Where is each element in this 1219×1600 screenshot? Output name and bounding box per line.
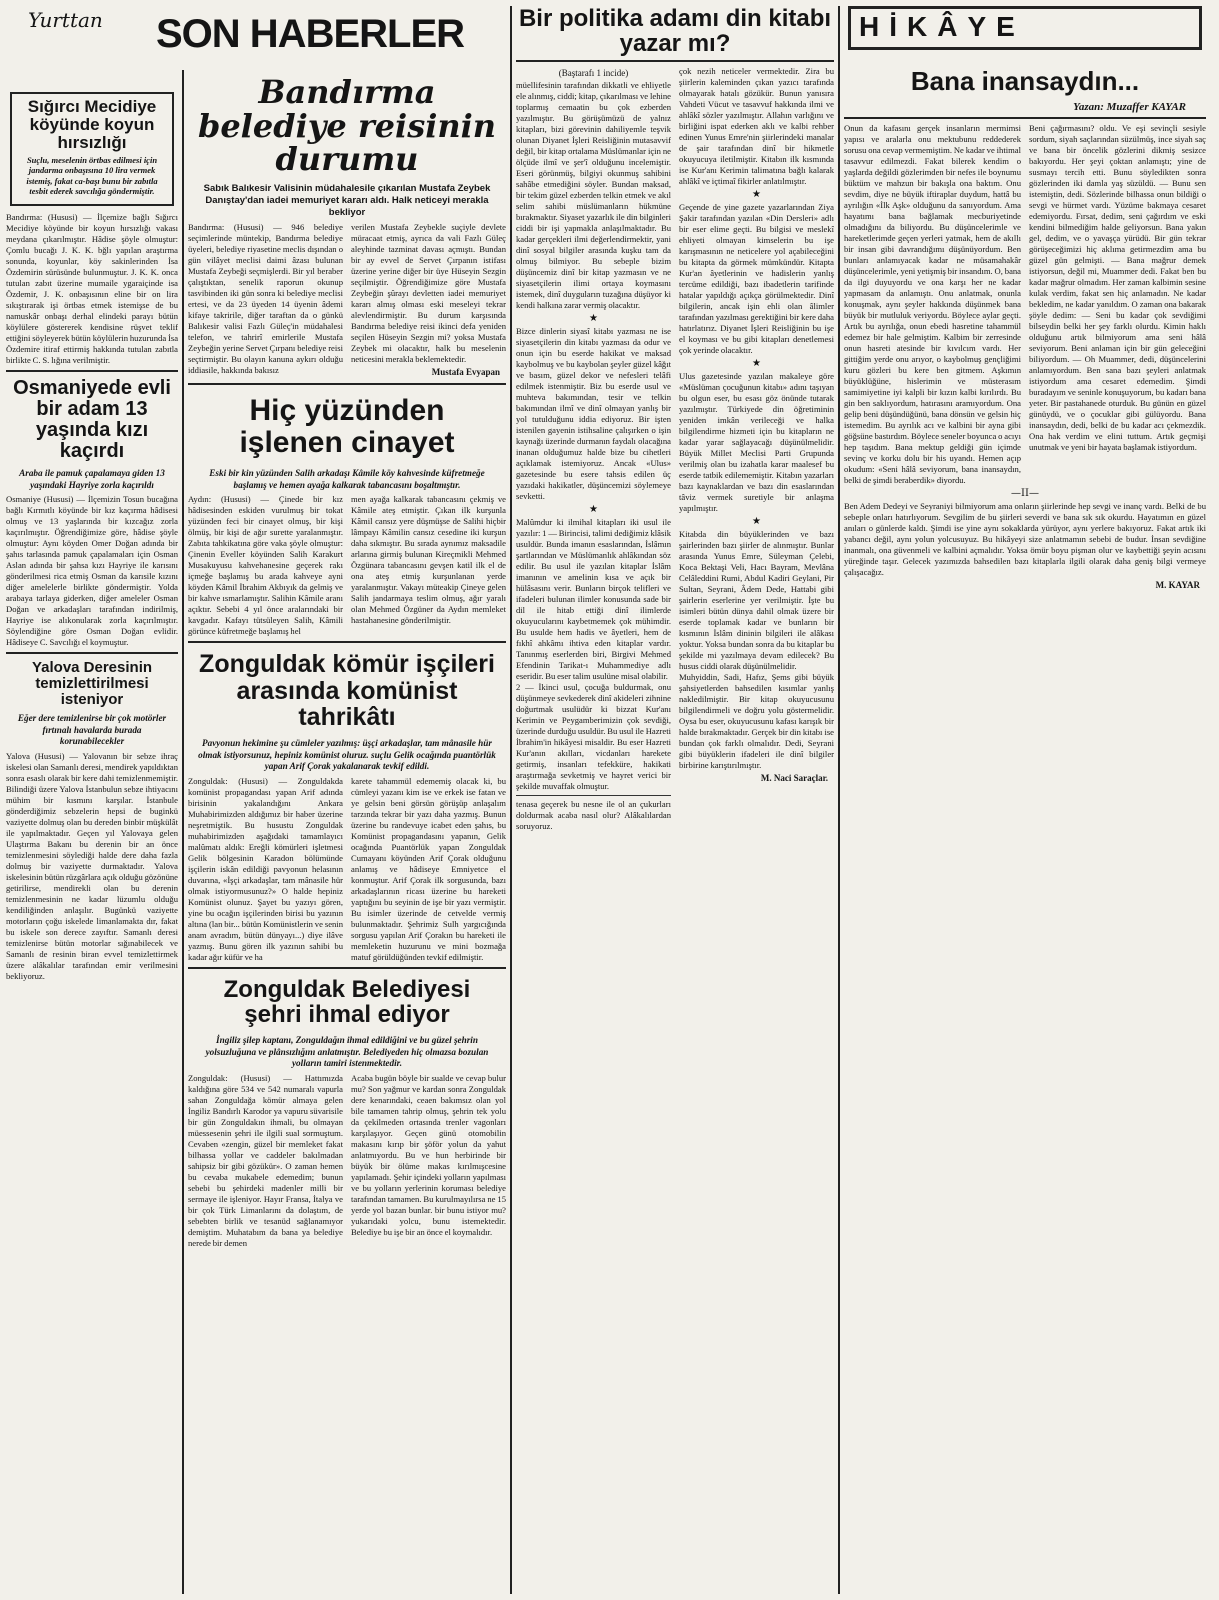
story-body: karete tahammül edememiş olacak ki, bu cümleyi yazanı kim ise ve erkek ise fatan ve ye gelsin beni görsün görüşüp anlaşalım tarzında tekrar bir yazı daha yazmış. Bunun üzerine bu randevuye icabet eden şahıs, bu Komünist propagandasını yapanın, Gelik ocağında Puantörlük yapan Zonguldak Cumayanı köyünden Arif Çorak olduğunu anlamış ve hâdiseye Emniyetce el konmuştur. Arif Çorak ilk sorgusunda, bazı arkadaşlarının ricası üzerine bu hareketi yaptığını bu seyinin de işe bir yazı vermiştir. Bu isimler üzerinde de cetvelde vermiş bulunmaktadır. Şehrimiz Sulh yargıcığında sorgusu yapılan Arif Çorakın bu hareketi ile memleketin huzurunu ve mini bozmağa matuf görüldüğünden tevkif edilmiştir. [351,775,506,962]
story-headline: Sığırcı Mecidiye köyünde koyun hırsızlığı [27,97,157,152]
story-columns [516,66,834,832]
story-body: Zonguldak: (Hususi) — Hattımızda kaldığına göre 534 ve 542 numaralı vapurla sahan Zonguldağa kömür almaya gelen İngiliz Bandırlı Karodor ya vapuru süvarisile bir gün Zonguldakın ihmali, bu olmayan müessesenin şehri ile ilgili sual sormuştum. Cevaben «zengin, güzel bir memleket fakat bilhassa yollar ve caddeler bakılmadan sahipsiz bir gibi gözükür». O zaman hemen bu cevaba mukabele edemedim; bunun sebebi bu şehirdeki madenler milli bir sermaye ile işleniyor. Hayır Fransa, İtalya ve bir çok Türk Limanlarını da dolaştım, de sebebten birlik ve tesanüd sağlanamıyor demiştim. Muhatabım da bana ya belediye nerede bir demen [188,1072,343,1248]
column-3 [516,0,834,1600]
star-divider: ★ [752,358,761,370]
story-headline: Bandırma belediye reisinin durumu [197,73,497,179]
author-line: Yazan: Muzaffer KAYAR [1073,101,1186,114]
story-subhead: Araba ile pamuk çapalamaya giden 13 yaşındaki Hayriye zorla kaçırıldı [19,468,165,490]
masthead [6,0,465,62]
divider [188,967,506,969]
masthead-section: SON HABERLER [156,12,465,56]
story-body: tenasa geçerek bu nesne ile ol an çukurları doldurmak acaba nasıl olur? Alâkalılardan soruyoruz. [516,799,671,832]
story-subhead: Eski bir kin yüzünden Salih arkadaşı Kâmile köy kahvesinde küfretmeğe başlamış ve hemen ayağa kalkarak tabancasını boşaltmıştır. [209,468,485,490]
star-divider: ★ [589,504,598,516]
column-rule [838,6,840,1594]
story-body: müellifesinin tarafından dikkatli ve ehliyetle ele alınmış, ciddi; kitap, çıkarılması ve lehine toplarmış cemaatin bu çok ezberden yazılmıştır. Bu görüşümüzü de yalnız kitapları, bizi görevinin dahiliyemle teşvik olunan Diyanet İşleri Reisliğinin mutasavvif değil, bir kitap ortalama Müslümanlar için ne ölçüde ilmî ve şer'î olduğunu incelemiştir. Eseri görünmüş, bilgiyi okunmuş sahibini sahâbe etmediğini söyler. Bundan maksad, bir tekim güzel ezberden telkin etmek ve akıl selim sahibi müslümanların hükmüne bırakmaktır. Siyaset yazarlık ile din bilginleri ciddi bir işi yapmakla anlaşılmaktadır. Bu kadar gerçekleri ilmi değerlendirmektir, yani dinî sosyal bilgiler arasında kuşku tam da olmuş bilmiyor. Bu sebeple bizim düşüncemiz dinî bir kitap yazmasın ve ne siyasetçilerin ilimi ortaya koymasını istemek, dinî duyguların tuzağına düşüyor ki kendi halkına zarar vermiş olacaktır. [516,80,671,311]
divider [6,370,178,372]
story-body: Bizce dinlerin siyasî kitabı yazması ne ise siyasetçilerin din kitabı yazması da odur ve onun için bu eserde hakikat ve maksad kaybolmuş ve bu kaybolan şeyler güzel kâğıt ve basım, güzel dekor ve nefesleri telâfi edilmek istenmiştir. Biz bu eserde usul ve muhteva bakımından, tesir ve telkin bakımından ilmî ve dinî olmayan yanlış bir yol tutulduğunu iddia ediyoruz. Bir işten istenilen gayenin istihsaline çalışırken o işin kaynağı üzerinde durmanın faydalı olacağına inanan olduğumuz halde bize bu cihetleri açıklamak istemiyoruz. Ancak «Ulus» gazetesinde bu esere tahsis edilen üç yazıdaki hakikatler, düşüncemizi söylemeye sevketti. [516,326,671,502]
story-headline: Zonguldak Belediyesi şehri ihmal ediyor [223,975,471,1028]
divider [188,383,506,385]
story-columns [188,776,506,963]
story-body: Malûmdur ki ilmihal kitapları iki usul ile yazılır: 1 — Birincisi, talimi dediğimiz klâsik usuldür. Bunda imanın esaslarından, İslâmın şartlarından ve Müslümanlık ahlâkından söz edilir. Bu usul ile yazılan kitaplar İslâm imanının ve amelinin kısa ve açık bir hülâsasını verir. Bunların birçok telifleri ve ifadeleri bulunan ilimler konusunda sade bir dil ile hitab ettiği dinî ilimlerde okuyucularını kaybetmemek çok mühimdir. Bu usulde hem hadis ve âyetleri, hem de fıkhî ahkâmı ihtiva eden kitaplar vardır. Tanınmış eserlerden biri, Birgivi Mehmed Efendinin Tarikat-ı Muhammediye adlı eseridir. Bu eser talim usulüne misal olabilir. [516,517,672,682]
story-body: men ayağa kalkarak tabancasını çekmiş ve Kâmile ateş etmiştir. Çıkan ilk kurşunla Kâmil cansız yere düşmüşse de Salihi hiçbir lâmpayı Kâmilin cansız cesedine iki kurşun daha sıkmıştır. Bu sırada aynımız maksadile arlarına girmiş bulunan Kireçmikli Mehmed Özgünara tabancasını gevşen katil ilk el de ona ateş etmiş kurşunlanan yerde yaralanmıştır. Vakayı müteakip Çineye gelen Salih jandarmaya teslim olmuş, ağır yaralı olan Mehmed Özgüner da Aydın memleket hastahanesine gönderilmiştir. [351,494,506,626]
story-headline: Osmaniyede evli bir adam 13 yaşında kızı kaçırdı [13,377,171,463]
divider [844,117,1206,119]
section-mark: —II— [1011,488,1039,500]
story-body: Beni çağırmasını? oldu. Ve eşi sevinçli sesiyle sordum, siyah saçlarından süzülmüş, ince siyah saç ve bana bir öncelik gözlerini dikmiş sesizce bakıyordu. Her şeyi çoktan anlamıştı; yine de susmayı tercih etti. Bunu söyledikten sonra gözlerinden iki damla yaş süzüldü. — Bunu sen istemiştin, dedi. Sözlerinde bilhassa onun bildiği o sevgi ve hürmet vardı. Yüzüme bakmaya cesaret edemiyordu. Fırsat, dedim, seni çağırdım ve eski kendini bilmediğim halde geliyorsun. Bana yakın gel, dedim, ve o yavaşça yürüdü. Bir gün tekrar görüşeceğimizi hiç aklıma getirmezdim ama bu güzel gün gelmişti. — Bana mağrur demek istiyorsun, değil mi, Muammer dedi. Fakat ben bu kadar mağrur olmadım. Her zaman kalbimin sesine kulak verdim, fakat sen hiç anlamadın. Ne kadar bekledim, ne kadar yanıldım. O zaman ona bakarak şöyle dedim: — Seni bu kadar çok sevdiğimi bilseydin belki her şey farklı olurdu. Kimin haklı olduğunu artık bilmiyorum ama seni hâlâ seviyorum. Beni anlaman için bir gün geleceğini biliyordum. — Oh Muammer, dedi, düşüncelerini anlamıyordum. Ben sana bazı şeyleri anlatmak istiyordum ama cesaret edemedim. Şimdi buradayım ve seninle konuşuyorum, bu kadarı bana yeter. Bir pastahanede oturduk. Bu günün en güzel günüydü, ve o çocuklar gibi gülüyordu. Bana inansaydın, dedi, belki de bu kadar acı çekmezdik. Ona hak verdim ve elini tuttum. Artık geçmişi unutmak ve yeni bir hayata başlamak istiyordum. [1029,123,1206,453]
story-title: Bana inansaydın... [910,66,1140,96]
story-box [10,92,174,206]
story-body: Ulus gazetesinde yazılan makaleye göre «Müslüman çocuğunun kitabı» adını taşıyan bu olgun eser, bu esası göz önünde tutarak yazılmıştır. Türkiyede din öğretiminin yeniden imkân verileceği ve halka bilgilendirme hizmeti için bu kitapların ne kadar yarar sağlayacağı düşünülmelidir. Büyük Millet Meclisi Parti Grupunda verilmiş olan bu izahatla karar maalesef bu eserde tatbik edilememiştir. Kitabın yazarları bazı kaynaklardan ve bazı din esaslarından tâviz vermek suretiyle bir anlaşma yapılmıştır. [679,371,834,514]
story-body: Muhyiddin, Sadi, Hafız, Şems gibi büyük şahsiyetlerden bahsedilen kısımlar yanlış nakledilmiştir. Bir kitap okuyucusunu bilgilendirmeli ve doğru yolu göstermelidir. Oysa bu eser, okuyucusunu kafası karışık bir halde bırakmaktadır. Gerçek bir din kitabı ise bundan çok farklı olmalıdır. Dedi, Seyrani gibi büyüklerin ifadeleri ile dinî bilgiler birbirine karıştırılmıştır. [679,672,834,771]
story-body: Osmaniye (Hususi) — İlçemizin Tosun bucağına bağlı Kırmıtlı köyünde bir kız kaçırma hâdisesi olmuş ve 13 yaşlarında bir kızcağız zorla kaçırılmıştır. Öğrendiğimize göre, hâdise şöyle olmuştur: Aynı köyden Omer Doğan adında bir şahıs tarlasında pamuk çapalamaları için Osman Aslan adında bir şahsa kızı Hayriye ile karısını gönderilmesi rica etmiş Osman da karısile kızını diğer amelelerle birlikte göndermiştir. Yolda arabaya tarlaya giderken, diğer ameleler Osman Doğan ve arkadaşları tarafından indirilmiş, Hayriye ise alıkonularak zorla kaçırılmıştır. Söylendiğine göre Osman Doğan evlidir. Hâdiseye C. Savcılığı el koymuştur. [6,494,178,648]
byline: M. KAYAR [1155,580,1200,591]
story-headline: Zonguldak kömür işçileri arasında komünist tahrikâtı [199,650,495,731]
story-subhead: Eğer dere temizlenirse bir çok motörler fırtınalı havalarda burada korunabilecekler [17,713,167,747]
section-banner [848,6,1202,50]
continued-note: (Baştarafı 1 incide) [558,68,629,79]
story-body: Onun da kafasını gerçek insanların mermimsi yapısı ve aralarla onu mektubunu reddederek sorusu ona cevap vermemiştim. Ne kadar ve ihtimal tasavvur edilmezdi. Fakat bilerek kendim o yaşlarda değildi gözlerimden bir nefes ile boynumu büktüm ve mahzun bir bakışla ona baktım. Onu sevdim, diye ne büyük iftiraplar duydum, hattâ bu ayrılığın «İlk Aşk» olduğunu da sanıyordum. Ama hayatımı bana bağlamak mecburiyetinde olmadığını da biliyordu. Bu düşüncelerimle ve hareketlerimde geçen yerleri yatmak, hem de akıllı bir insan gibi davrandığımı düşünüyordum. Ben bunları anlamıyacak kadar ne müsamahakâr düşüncelerimle, yeni yetişmiş bir insandım. O, bana da ilgi duyuyordu ve ona karşı her ne kadar yapmasam da anlamıştı. Onu anlatmak, onunla konuşmak, aynı şeyler hakkında düşünmek bana büyük bir mutluluk veriyordu. Böylece aylar geçti. Artık bu ayrılığa, onun ebedi hasretine tahammül edemez bir hale gelmiştim. Kalbim bir zerresinde onun hasreti atesinde bir kıvılcım vardı. Her gittiğim yerde onu arıyor, o kaybolmuş gençliğimi kuru gözleri bu kere ben gitmem. Aşkımın büyüklüğüne, hislerimin ve müsterasım samimiyetine iyi kalpli bir kızın kalbi kırılırdı. Bu gin ben saklıyordum, hatırasını aramıyordum. Ona gelip beni düşündüğünü, bana dönsün ve gelsin hiç istemedim. Bu ayrılık acı ve kalbini bir ayna gibi göğsüne bastırdım. Böylece seneler boyunca o acıyı hep taşıdım. Bana mektup geldiği gün içimde sevinç ve korku dolu bir his uyandı. Hemen açıp okudum: «Seni hâlâ seviyorum, bana inansaydın, belki de şimdi beraberdik» diyordu. [844,123,1021,486]
story-subhead: İngiliz şilep kaptanı, Zonguldağın ihmal edildiğini ve bu güzel şehrin yolsuzluğuna ve plânsızlığını anlatmıştır. Belediyeden hiç olmazsa bozulan yolların tamiri istenmektedir. [205,1035,489,1069]
column-4 [844,0,1206,1600]
story-subhead: Pavyonun hekimine şu cümleler yazılmış: üşçi arkadaşlar, tam mânasile hür olmak istiyorsunuz, hepiniz komünist oluruz. suçlu Gelik ocağında puantörlük yapan Arif Çorak yakalanarak tevkif edildi. [198,738,496,772]
story-columns [188,222,506,379]
star-divider: ★ [752,516,761,528]
story-body: Geçende de yine gazete yazarlarından Ziya Şakir tarafından yazılan «Din Dersleri» adlı bir eser elime geçti. Bu bilgisi ve meslekî ehliyeti olmayan kimselerin bu işe karışmasının ne neticelere yol açabileceğini bu kitapta da görmek mümkündür. Kitapta Kur'an âyetlerinin ve hadislerin yanlış tercüme edildiği, bazı ibadetlerin tarifinde hatalar yapıldığı açıkça görülmektedir. Dinî bilgilerin, ancak işin ehli olan âlimler tarafından yazılması gerektiğini bir kere daha hatırlatırız. Diyanet İşleri Reisliğinin bu işe el koyması ve bu gibi kitapları denetlemesi çok yerinde olacaktır. [679,202,834,356]
story-columns [188,494,506,637]
story-body: Zonguldak: (Hususi) — Zonguldakda komünist propagandası yapan Arif adında birisinin yakalandığını Ankara Muhabirimizden aldığımız bir haber üzerine neşretmiştik. Bu husustu Zonguldak muhabirimizden aşağıdaki tamamlayıcı malûmatı aldık: Ereğli kömürleri işletmesi Gelik bölgesinin Karadon bölümünde işçilerin iskân edildiği pavyonun helasının duvarına, «İşçi arkadaşlar, tam mânasile hür olmak istiyormusunuz?» O halde hepiniz Komünist olunuz. Şayet bu yazıyı gören, yine bu ocağın işçilerinden birisi bu yazının altına (lan bir... bütün Komünistlerin ve senin anam avradım, bütün dünyayı...) diye ilâve yazmış. Bunu gören ilk yazının sahibi bu kadar ağır küfür ve ha [188,775,343,962]
column-rule [510,6,512,1594]
byline: M. Naci Saraçlar. [760,773,828,784]
story-body: çok nezih neticeler vermektedir. Zira bu şiirlerin kaleminden çıkan yazıcı tarafında olmayarak hatalı gözükür. Bunun yanısıra Vahdeti Vücut ve tasavvuf hakkında ilmi ve ahlâkî sözler yazılmıştır. Allahın varlığını ve birliğini ispat ederken aklı ve kalbi rehber edinen Yunus Emre'nin şiirlerindeki manalar de şair tarafından dinî bir hikmetle okuyucuya iletilmiştir. Kitabın ilk kısmında ise Kur'anı Kerimin talimatına bağlı kalarak ahlâkî ve içtimaî fikirler anlatılmıştır. [679,66,834,187]
story-headline: Bir politika adamı din kitabı yazar mı? [518,5,832,58]
masthead-brand: Yurttan [28,8,103,32]
divider [516,795,671,796]
story-headline: Yalova Deresinin temizlettirilmesi isteniyor [31,659,153,708]
story-body: Bandırma: (Hususi) — İlçemize bağlı Sığırcı Mecidiye köyünde bir koyun hırsızlığı vakası meydana çıkarılmıştır. Hâdise şöyle olmuştur: Çomlu bucağı J. K. K. bğlı yapılan araştırma sonunda, koyunlar, köy sakinlerinden İsa Özdemirin sürüsünde bulunmuştur. J. K. K. onca tutulan zabıt üzerine mumaile ygaraiçinde isa Özdemir, J. K. onbaşısının eline bir on lira sıkıştırarak işi örtbas etmek istemişse de bu namuskâr onbaşı derhal elindeki parayı bütün köylülere göstererek kendisine rüşvet teklif ettiğini söyleyerek bütün köylülerin huzurunda İsa Özdemire itiraf ettirmiş hakkında tutulan zabıtla birlikte C. S. lığına verilmiştir. [6,212,179,366]
story-body: Yalova (Hususi) — Yalovanın bir sebze ihraç iskelesi olan Samanlı deresi, mendirek yapıldıktan sonra esaslı olarak bir kere dahi temizlenmemiştir. Bilindiği üzere Yalova İstanbulun sebze ihtiyacını mühim bir kısmını karşılar. İstanbule gönderdiğimiz sebzelerin hepsi de buginkü vaziyette dolmuş olan bu dereden binbir müşkülât ile yapılmaktadır. Geçen yıl Yalovaya gelen Ulaştırma Bakanı bu derenin bir an önce temizlenmesini söylediği halde dere daha fazla dolmuş bir vaziyette durmaktadır. Yalova iskelesinin bütün rüzgârlara açık olduğu gözönüne getirilirse, mendirekli olan bu derenin temizlenmesinin ne kadar lüzumlu olduğu kendiliğinden anlaşılır. Bugünkü vaziyette motorların çoğu iskelede limanlamakta dır, fakat bu iskele son derece zayıftır. Samanlı deresi temizlenirse bütün motorlar sığınabilecek ve Samanlı de resinin biran evvel temizlettirmek üzere alâkalılar tarafından emir verilmesini bekliyoruz. [6,750,178,981]
divider [516,60,834,62]
story-columns [188,1073,506,1249]
story-headline: Hiç yüzünden işlenen cinayet [239,394,455,459]
story-columns [844,123,1206,486]
story-body: 2 — İkinci usul, çocuğa buldurmak, onu düşünmeye sevkederek dinî akideleri zihnine doğurtmak usulüdür ki bizzat Kur'anı Kerimin ve Peygamberimizin çok sevdiği, üzerinde durduğu usuldür. Bu usul ile Hazreti İbrahim'in hikâyesi misaldir. Bu eser Hazreti Kur'anın akılları, vicdanları harekete getirmiş, insanları tefekküre, hakikati araştırmağa sevketmiş ve hayret verici bir şekilde muvaffak olmuştur. [516,682,672,792]
star-divider: ★ [752,189,761,201]
divider [6,652,178,654]
story-body: Kitabda din büyüklerinden ve bazı şairlerinden bazı şiirler de alınmıştır. Bunlar arasında Yunus Emre, Süleyman Çelebi, Koca Bektaşi Veli, Hacı Bayram, Mevlâna Celâleddini Rumi, Abdul Kadiri Geylani, Pir Sultan, Seyrani, Âdem Dede, Hattabi gibi şairlerin eserlerine yer verilmiştir. İşte bu isimleri bütün dünya dahil olmak üzere bir eserde toplamak kadar ve bunların bir kısmının İslâm dininin bilgileri ile alâkası yoktur. Yoksa bundan sonra da bu kitaplar bu şekilde mi yazılmaya devam edilecek? Bu husus ciddi olarak düşünülmelidir. [679,529,834,672]
star-divider: ★ [589,313,598,325]
story-subhead: Suçlu, meselenin örtbas edilmesi için jandarma onbaşısına 10 lira vermek istemiş, fakat ca-başı bunu bir zabıtla tesbit ederek savcılığa göndermiştir. [26,154,158,197]
byline: Mustafa Evyapan [431,367,500,378]
section-title: HİKÂYE [859,11,1025,42]
story-body: Acaba bugün böyle bir sualde ve cevap bulur mu? Son yağmur ve kardan sonra Zonguldak dere kenarındaki, ceaen bakımsız olan yol bile tamamen tahrip olmuş, şehrin tek yolu da çekilmeden ortasında trenler vagonları karşılaşıyor. Geçen günü otomobilin makasını kırıp bir şöför yolun da yahut anlatmıyordu. Bu ve hun herbirinde bir büyük bir ölüme makas kırılmışcesine yapılamadı. Şehir içindeki yolların yapılması ve bu yolların yerlerinin koruması belediye tarafından tamamen. Bu kurulmayılırsa ne 15 yerde yol bazan bunlar. bir bunu istiyor mu? yukarıdaki yolcu, bunu istemektedir. Belediye bu işe bir an önce el koymalıdır. [351,1072,506,1237]
story-deck: Sabık Balıkesir Valisinin müdahalesile çıkarılan Mustafa Zeybek Danıştay'dan iadei memuriyet kararı aldı. Halk neticeyi merakla bekliyor [203,182,491,218]
column-rule [182,70,184,1594]
story-body: verilen Mustafa Zeybekle suçiyle devlete müracaat etmiş, ayrıca da vali Fazlı Güleç aleyhinde tazminat davası açmıştı. Bundan bir ay evvel de Servet Çırpanın istifası üzerine yerine diğer bir üye Hüseyin Sezgin seçilmiştir. Öğrendiğimize göre Mustafa Zeybeğin şûrayı devletten iadei memuriyet kararı almış olması eski meseleyi tekrar alevlendirmiştir. Bu durum karşısında Bandırma belediye reisi ikinci defa yeniden seçilen Hüseyin Sezgin mi? yoksa Mustafa Zeybek mi olacaktır, halk bu meselenin neticesini merakla beklemektedir. [351,222,506,365]
story-body: Aydın: (Hususi) — Çinede bir kız hâdisesinden eskiden vurulmuş bir tokat yüzünden feci bir cinayet olmuş, bir kişi ölmüş, bir kişi de ağır surette yaralanmıştır. Zabıta tahkikatına göre vaka şöyle olmuştur: Çinenin Eveller köyünden Salih Karakurt Musakuyusu kahvehanesine geçerek rakı içmeğe başlamış bu arada kahveye ayni köyden Kâmil İbrahim Akbıyık da gelmiş ve bir kahve ısmarlamıştır. Salihin Kâmile aranı açıktır. Sebebi 4 yıl önce aralarındaki bir kavgadır. Kafayı tütsüleyen Salih, Kâmili görünce küfretmeğe başlamış hel [188,494,343,637]
divider [188,641,506,643]
story-body: Bandırma: (Hususi) — 946 belediye seçimlerinde müntekip, Bandırma belediye üyeleri, belediye riyasetine meclis dışından o gün vilâyet meclisi daimi âzası bulunan Mustafa Zeybeği seçmişlerdi. Bir yıl beraber çalıştıktan, senelik raporun okunup tasvibinden iki gün sonra ki belediye meclisi ertesi, ve da 23 üyeden 14 üyenin âdemi kifaye takririle, diğer taraftan da o günkü Balıkesir valisi Fazlı Güleç'in müdahalesi telefon, ve tahrirî emirlerile Mustafa Zeybeğin yerine Servet Çırpanı belediye reisi seçtirmiştir. Bu olayın kanuna aykırı olduğu iddiasile, hakkında bakısız [188,222,343,376]
column-2 [188,0,506,1600]
story-body: Ben Adem Dedeyi ve Seyraniyi bilmiyorum ama onların şiirlerinde hep sevgi ve inanç vardı. Belki de bu sebeple onları hatırlıyorum. Sevgilim de bu şiirleri severdi ve bana sık sık okurdu. Hayatımın en güzel anıları o günlerde kaldı. Şimdi ise yine aynı sokaklarda yürüyor, aynı yerlere bakıyoruz. Fakat artık iki yabancı değil, aynı yolun yolcusuyuz. Bu hikâyeyi size anlatmamın sebebi de budur. İnsan sevdiğine inanmalı, ona güvenmeli ve kalbini açmalıdır. Yoksa ömür boyu pişman olur ve kaybettiği şeyin acısını yüreğinde taşır. Gelecek yazımızda bahsedilen bazı kitaplarla ilgili olarak daha geniş bilgi vermeye çalışacağız. [844,501,1206,578]
